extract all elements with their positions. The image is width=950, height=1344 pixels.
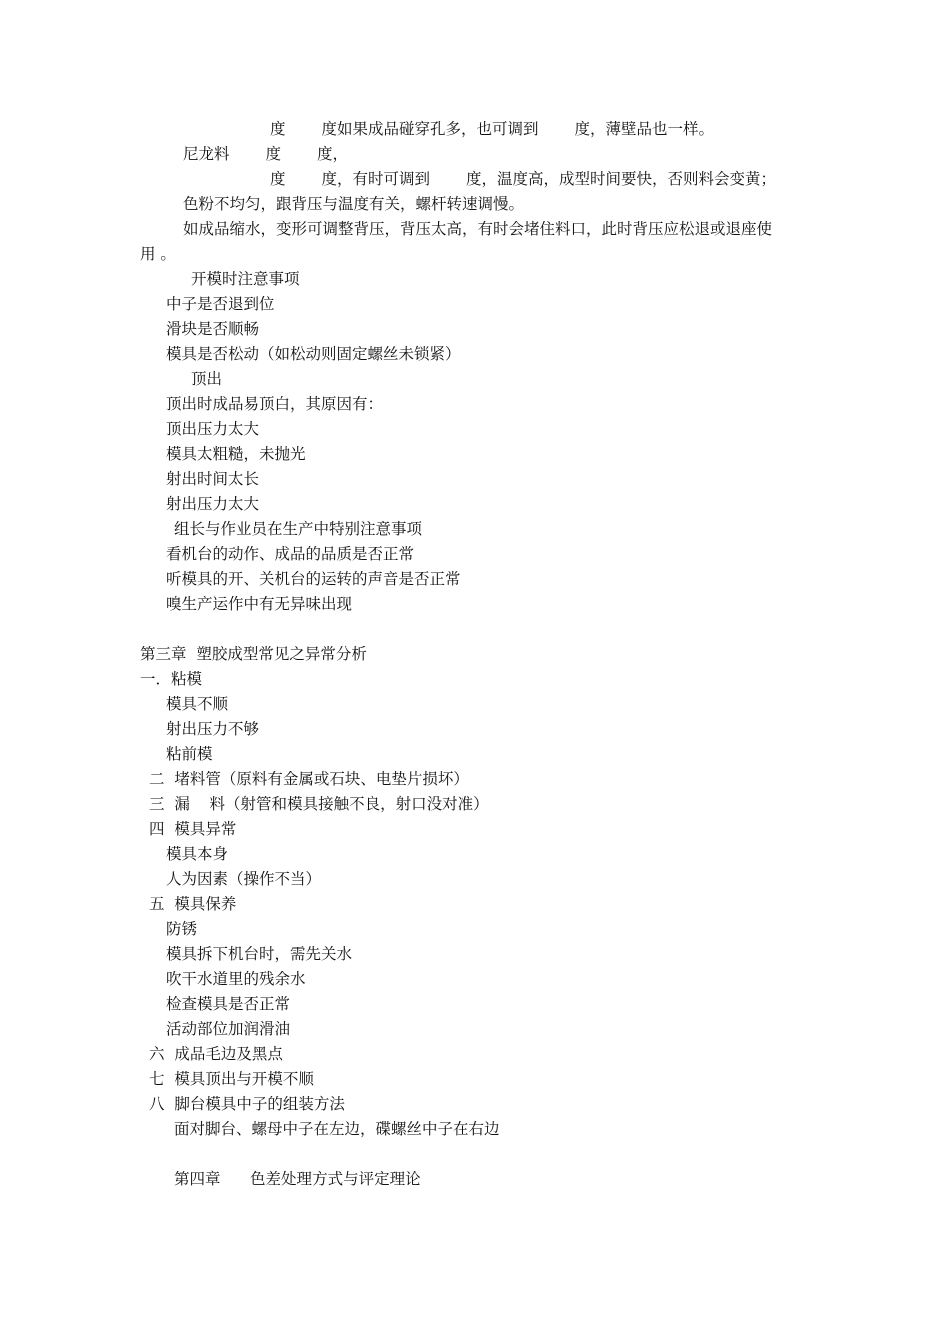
section-heading: 顶出 (191, 370, 223, 388)
line-part: 度 (270, 120, 286, 138)
text-line-temp-2 (270, 169, 776, 189)
section-heading: 七 模具顶出与开模不顺 (149, 1070, 314, 1088)
list-item: 滑块是否顺畅 (166, 320, 260, 338)
line-part: 度，薄壁品也一样。 (574, 120, 715, 138)
list-item: 射出压力太大 (166, 495, 260, 513)
line-part: 度， (317, 145, 349, 163)
text-line-temp-1 (270, 119, 714, 139)
section-heading: 一．粘模 (140, 670, 203, 688)
list-item: 面对脚台、螺母中子在左边，碟螺丝中子在右边 (174, 1120, 500, 1138)
list-item: 嗅生产运作中有无异味出现 (166, 595, 353, 613)
list-item: 中子是否退到位 (166, 295, 275, 313)
list-item: 吹干水道里的残余水 (166, 970, 306, 988)
list-item: 听模具的开、关机台的运转的声音是否正常 (166, 570, 461, 588)
section-heading: 四 模具异常 (149, 820, 237, 838)
list-item: 防锈 (166, 920, 198, 938)
list-item: 模具不顺 (166, 695, 229, 713)
list-item: 检查模具是否正常 (166, 995, 291, 1013)
section-heading: 组长与作业员在生产中特别注意事项 (174, 520, 423, 538)
text-line: 色粉不均匀，跟背压与温度有关，螺杆转速调慢。 (183, 195, 525, 213)
chapter-heading: 第四章 色差处理方式与评定理论 (174, 1170, 421, 1188)
list-item: 射出时间太长 (166, 470, 260, 488)
list-item: 顶出时成品易顶白，其原因有： (166, 395, 384, 413)
line-part: 度，有时可调到 (321, 170, 431, 188)
section-heading: 二 堵料管（原料有金属或石块、电垫片损坏） (149, 770, 469, 788)
section-heading: 三 漏 料（射管和模具接触不良，射口没对准） (149, 795, 489, 813)
list-item: 顶出压力太大 (166, 420, 260, 438)
list-item: 粘前模 (166, 745, 213, 763)
list-item: 看机台的动作、成品的品质是否正常 (166, 545, 415, 563)
text-line: 用 。 (140, 245, 176, 263)
list-item: 模具本身 (166, 845, 229, 863)
list-item: 模具拆下机台时，需先关水 (166, 945, 353, 963)
section-heading: 六 成品毛边及黑点 (149, 1045, 283, 1063)
list-item: 活动部位加润滑油 (166, 1020, 291, 1038)
text-line-nylon (183, 144, 348, 164)
section-heading: 八 脚台模具中子的组装方法 (149, 1095, 345, 1113)
text-line: 如成品缩水，变形可调整背压，背压太高，有时会堵住料口，此时背压应松退或退座使 (183, 220, 773, 238)
list-item: 模具太粗糙，未抛光 (166, 445, 306, 463)
line-part: 度 (270, 170, 286, 188)
list-item: 人为因素（操作不当） (166, 870, 322, 888)
line-part: 度 (265, 145, 282, 163)
line-part: 度如果成品碰穿孔多，也可调到 (321, 120, 539, 138)
line-part: 尼龙料 (183, 145, 230, 163)
line-part: 度，温度高，成型时间要快，否则料会变黄； (466, 170, 777, 188)
list-item: 射出压力不够 (166, 720, 260, 738)
section-heading: 五 模具保养 (149, 895, 237, 913)
section-heading: 开模时注意事项 (191, 270, 300, 288)
list-item: 模具是否松动（如松动则固定螺丝未锁紧） (166, 345, 461, 363)
chapter-heading: 第三章 塑胶成型常见之异常分析 (140, 645, 367, 663)
